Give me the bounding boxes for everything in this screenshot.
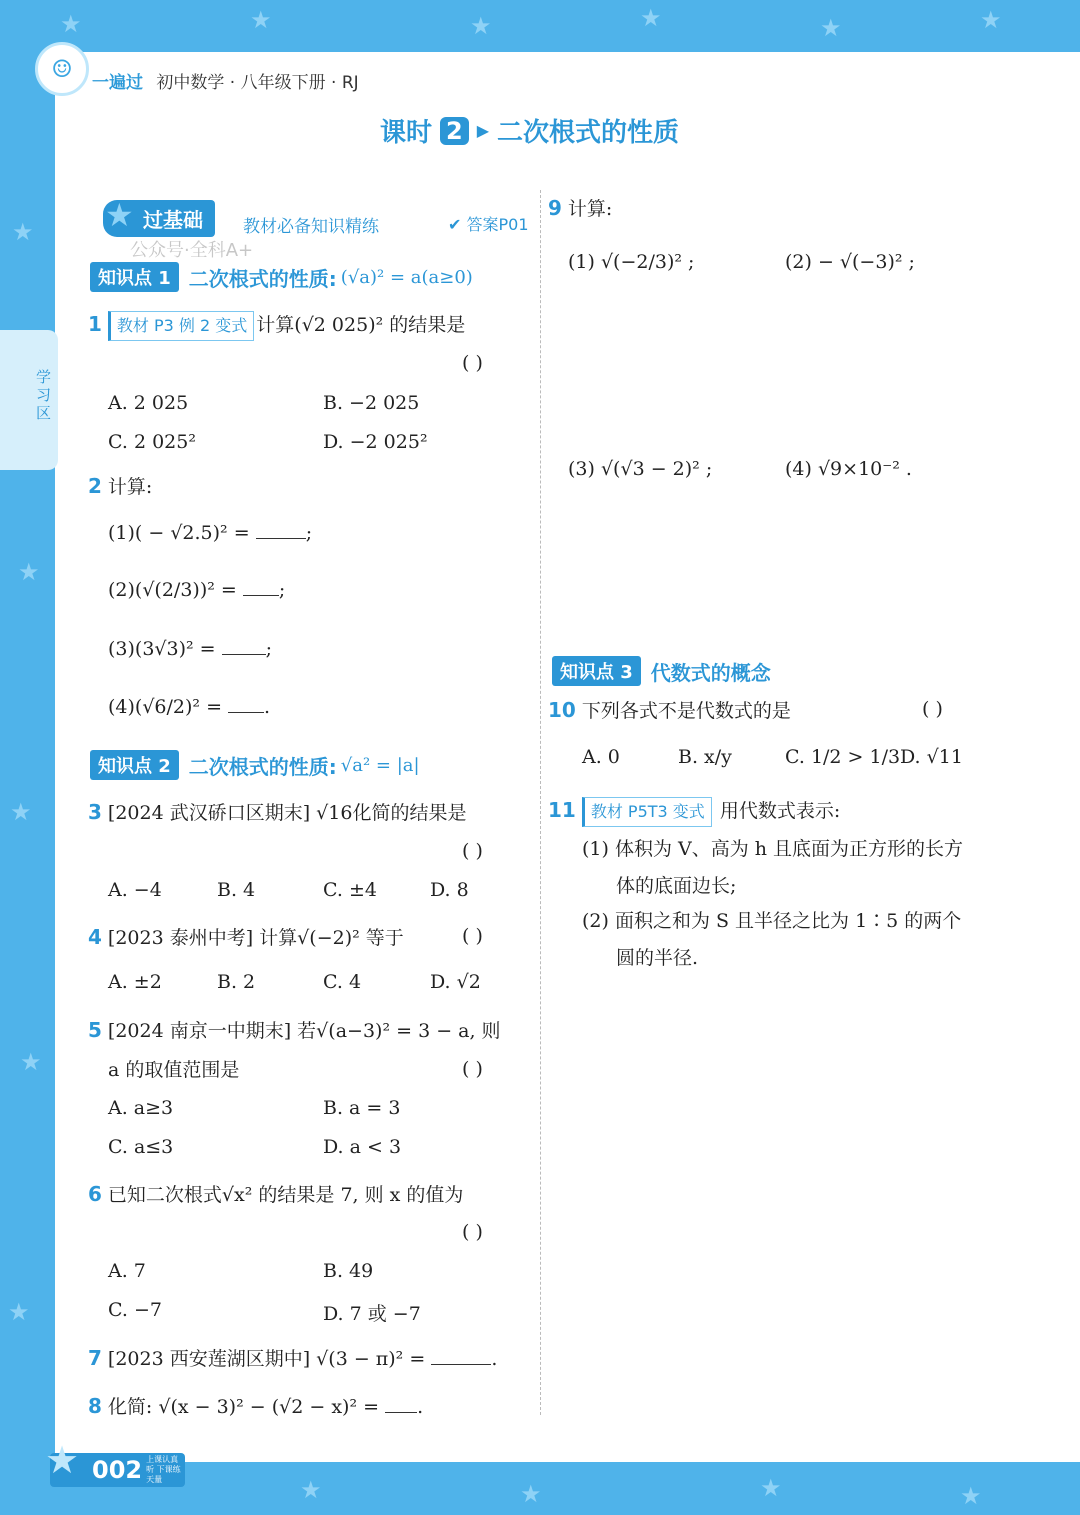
answer-parentheses[interactable]: ( ) — [922, 698, 943, 720]
lesson-title-text: 二次根式的性质 — [497, 118, 680, 148]
answer-ref-text: 答案P01 — [466, 215, 529, 234]
sub-question-text: (4)(√6/2)² = — [108, 696, 222, 718]
option-c[interactable]: C. −7 — [108, 1299, 162, 1321]
question-number: 4 — [88, 925, 102, 949]
star-icon: ★ — [640, 4, 662, 32]
question-number: 8 — [88, 1394, 102, 1418]
kp-formula: (√a)² = a(a≥0) — [340, 266, 473, 288]
option-a[interactable]: A. 2 025 — [108, 392, 189, 414]
question-number: 9 — [548, 196, 562, 220]
option-d[interactable]: D. √11 — [900, 746, 963, 768]
answer-parentheses[interactable]: ( ) — [462, 352, 483, 374]
question-text: 计算: — [107, 476, 153, 498]
kp-label: 知识点 3 — [552, 656, 641, 686]
question-text: 计算: — [567, 198, 613, 220]
question-9 — [548, 194, 612, 223]
option-c[interactable]: C. a≤3 — [108, 1136, 174, 1158]
punctuation: . — [264, 696, 271, 718]
star-icon: ★ — [12, 218, 34, 246]
sub-question: (3) √(√3 − 2)² ; — [568, 458, 713, 480]
star-icon: ★ — [250, 6, 272, 34]
sub-question — [108, 634, 272, 663]
question-text: 下列各式不是代数式的是 — [581, 700, 791, 722]
kp-formula: √a² = |a| — [340, 754, 420, 776]
punctuation: ; — [278, 579, 286, 601]
option-b[interactable]: B. 4 — [217, 879, 256, 901]
kp-text: 二次根式的性质: — [188, 754, 337, 779]
answer-parentheses[interactable]: ( ) — [462, 840, 483, 862]
star-icon: ★ — [760, 1474, 782, 1502]
question-number: 5 — [88, 1018, 102, 1042]
triangle-right-icon: ▶ — [476, 121, 490, 140]
sub-question-text: (3)(3√3)² = — [108, 638, 216, 660]
question-7: 7 [2023 西安莲湖区期中] √(3 − π)² = . — [88, 1346, 498, 1370]
star-icon: ★ — [60, 10, 82, 38]
lesson-prefix: 课时 — [380, 118, 433, 148]
breadcrumb — [92, 68, 359, 93]
option-b[interactable]: B. 2 — [217, 971, 256, 993]
sub-question — [108, 575, 285, 604]
question-6 — [88, 1180, 463, 1209]
column-divider — [540, 190, 541, 1415]
sub-question: (2) 面积之和为 S 且半径之比为 1∶5 的两个 — [582, 910, 962, 932]
knowledge-point-2 — [90, 750, 420, 780]
option-d[interactable]: D. √2 — [430, 971, 481, 993]
answer-blank[interactable] — [228, 692, 264, 713]
kp-label: 知识点 2 — [90, 750, 179, 780]
option-c[interactable]: C. 4 — [323, 971, 362, 993]
question-text: [2024 武汉硚口区期末] √16化简的结果是 — [107, 802, 467, 824]
question-text: 已知二次根式√x² 的结果是 7, 则 x 的值为 — [107, 1184, 464, 1206]
star-icon: ★ — [20, 1048, 42, 1076]
sub-question: (1) 体积为 V、高为 h 且底面为正方形的长方 — [582, 838, 964, 860]
question-text: 计算(√2 025)² 的结果是 — [256, 314, 466, 336]
star-icon: ★ — [10, 798, 32, 826]
lesson-number-badge: 2 — [440, 117, 469, 145]
punctuation: ; — [265, 638, 273, 660]
kp-text: 二次根式的性质: — [188, 266, 337, 291]
star-icon: ★ — [470, 12, 492, 40]
star-icon: ★ — [18, 558, 40, 586]
question-text: [2024 南京一中期末] 若√(a−3)² = 3 − a, 则 — [107, 1020, 501, 1042]
sub-question-text: (1)( − √2.5)² = — [108, 522, 250, 544]
kp-label: 知识点 1 — [90, 262, 179, 292]
breadcrumb-text: 初中数学 · 八年级下册 · RJ — [156, 73, 359, 93]
option-a[interactable]: A. ±2 — [108, 971, 162, 993]
answer-blank[interactable] — [222, 634, 266, 655]
sub-question: (4) √9×10⁻² . — [785, 458, 912, 480]
question-text: [2023 泰州中考] 计算√(−2)² 等于 — [107, 927, 404, 949]
answer-parentheses[interactable]: ( ) — [462, 1058, 483, 1080]
option-b[interactable]: B. −2 025 — [323, 392, 420, 414]
footer-slogan: 上课认真听 下课练天量 — [146, 1455, 181, 1484]
answer-parentheses[interactable]: ( ) — [462, 1221, 483, 1243]
mascot-logo-icon: ☺ — [35, 42, 89, 96]
option-d[interactable]: D. 8 — [430, 879, 469, 901]
question-11 — [548, 796, 840, 827]
star-icon: ★ — [45, 1438, 80, 1482]
question-8: 8 化简: √(x − 3)² − (√2 − x)² = . — [88, 1394, 424, 1418]
knowledge-point-3 — [552, 656, 771, 686]
side-tab-label: 学习区 — [36, 368, 52, 422]
question-number: 11 — [548, 798, 576, 822]
sub-question-text: (2)(√(2/3))² = — [108, 579, 237, 601]
question-text: 用代数式表示: — [719, 800, 841, 822]
option-c[interactable]: C. 2 025² — [108, 431, 196, 453]
question-number: 10 — [548, 698, 576, 722]
option-a[interactable]: A. 0 — [582, 746, 620, 768]
answer-blank[interactable] — [256, 518, 306, 539]
star-icon: ★ — [8, 1298, 30, 1326]
sub-question — [108, 692, 270, 721]
option-a[interactable]: A. 7 — [108, 1260, 146, 1282]
star-icon: ★ — [105, 196, 134, 234]
option-d[interactable]: D. a < 3 — [323, 1136, 402, 1158]
section-badge: 过基础 — [103, 200, 215, 237]
answer-blank[interactable] — [431, 1344, 491, 1365]
option-a[interactable]: A. a≥3 — [108, 1097, 174, 1119]
source-tag: 教材 P5T3 变式 — [582, 797, 712, 827]
question-number: 7 — [88, 1346, 102, 1370]
page-number: 002 — [92, 1456, 143, 1484]
source-tag: 教材 P3 例 2 变式 — [108, 311, 254, 341]
question-number: 6 — [88, 1182, 102, 1206]
question-text: [2023 西安莲湖区期中] √(3 − π)² = — [107, 1348, 426, 1370]
brand-name: 一遍过 — [92, 73, 143, 93]
sub-question-cont: 体的底面边长; — [616, 875, 737, 897]
section-header — [103, 196, 533, 240]
question-1 — [88, 310, 465, 341]
star-icon: ★ — [980, 6, 1002, 34]
punctuation: ; — [305, 522, 313, 544]
answer-parentheses[interactable]: ( ) — [462, 925, 483, 947]
question-number: 3 — [88, 800, 102, 824]
sub-question-cont: 圆的半径. — [616, 947, 699, 969]
star-icon: ★ — [820, 14, 842, 42]
option-b[interactable]: B. a = 3 — [323, 1097, 401, 1119]
sub-question — [108, 518, 312, 547]
star-icon: ★ — [520, 1480, 542, 1508]
star-icon: ★ — [960, 1482, 982, 1510]
question-text: 化简: √(x − 3)² − (√2 − x)² = — [107, 1396, 380, 1418]
question-5-line2: a 的取值范围是 — [108, 1059, 240, 1081]
option-c[interactable]: C. ±4 — [323, 879, 377, 901]
kp-text: 代数式的概念 — [650, 660, 771, 685]
option-d[interactable]: D. 7 或 −7 — [323, 1303, 421, 1325]
page-title — [380, 112, 679, 149]
sub-question: (1) √(−2/3)² ; — [568, 251, 695, 273]
answer-reference: ✔ 答案P01 — [448, 215, 529, 234]
question-number: 1 — [88, 312, 102, 336]
question-2 — [88, 472, 152, 501]
section-subtitle: 教材必备知识精练 — [243, 217, 379, 237]
answer-blank[interactable] — [385, 1392, 417, 1413]
watermark: 公众号·全科A+ — [130, 240, 254, 261]
question-5 — [88, 1016, 501, 1045]
question-10 — [548, 696, 791, 725]
option-b[interactable]: B. 49 — [323, 1260, 374, 1282]
star-icon: ★ — [300, 1476, 322, 1504]
question-3 — [88, 798, 466, 827]
option-d[interactable]: D. −2 025² — [323, 431, 428, 453]
answer-blank[interactable] — [243, 575, 279, 596]
option-b[interactable]: B. x/y — [678, 746, 732, 768]
option-c[interactable]: C. 1/2 > 1/3 — [785, 746, 901, 768]
option-a[interactable]: A. −4 — [108, 879, 162, 901]
sub-question: (2) − √(−3)² ; — [785, 251, 915, 273]
knowledge-point-1 — [90, 262, 473, 292]
question-4 — [88, 923, 404, 952]
question-number: 2 — [88, 474, 102, 498]
